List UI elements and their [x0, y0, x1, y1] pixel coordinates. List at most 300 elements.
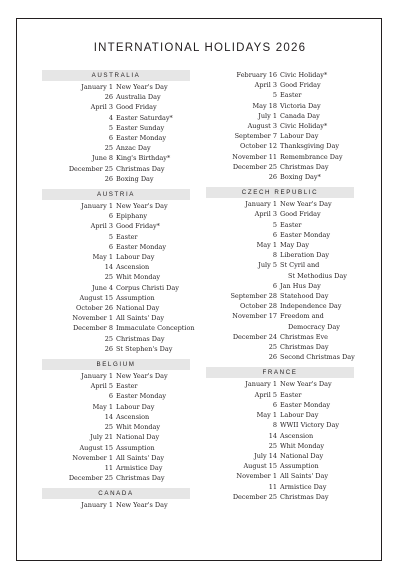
holiday-date: December 24: [232, 332, 277, 341]
holiday-name-text: Easter Monday: [116, 134, 167, 143]
holiday-name-text: National Day: [116, 433, 160, 442]
holiday-date: 25: [268, 343, 277, 352]
holiday-name-text: Whit Monday: [280, 441, 325, 450]
holiday-name: [116, 262, 190, 272]
holiday-row: [206, 441, 354, 451]
holiday-name: [116, 232, 190, 242]
holiday-row: [206, 451, 354, 461]
holiday-date: July 1: [258, 111, 277, 120]
holiday-name-text: Good Friday*: [116, 222, 160, 231]
country-section: [206, 187, 354, 362]
holiday-name: [280, 482, 354, 492]
holiday-name: [116, 391, 190, 401]
holiday-row: [206, 420, 354, 430]
holiday-name: [116, 164, 190, 174]
holiday-row: [42, 102, 190, 112]
holiday-name: [280, 461, 354, 471]
holiday-name-text: All Saints' Day: [280, 472, 329, 481]
holiday-row: [42, 143, 190, 153]
holiday-name: [280, 332, 354, 342]
holiday-date: May 1: [92, 402, 113, 411]
holiday-date: 6: [272, 281, 277, 290]
holiday-name: [280, 281, 354, 291]
holiday-date: 25: [268, 441, 277, 450]
holiday-name-text: Boxing Day*: [280, 173, 321, 182]
holiday-name-text: Victoria Day: [280, 101, 321, 110]
holiday-row: [42, 113, 190, 123]
holiday-name-text: Labour Day: [116, 253, 155, 262]
holiday-row: [42, 164, 190, 174]
holiday-name: [116, 221, 190, 231]
holiday-name: [280, 131, 354, 141]
country-header: FRANCE: [206, 367, 354, 378]
holiday-name: [280, 390, 354, 400]
holiday-name-text: Christmas Day: [116, 334, 165, 343]
holiday-name-text: Immaculate Conception: [116, 324, 195, 333]
holiday-date: January 1: [245, 380, 277, 389]
country-header: AUSTRALIA: [42, 70, 190, 81]
holiday-name: [280, 431, 354, 441]
holiday-date: January 1: [81, 501, 113, 510]
holiday-name-text: Easter Monday: [116, 242, 167, 251]
holiday-date: 14: [104, 412, 113, 421]
holiday-name: [280, 152, 354, 162]
holiday-name-text: Good Friday: [116, 103, 157, 112]
country-section: [206, 367, 354, 501]
holiday-row: [206, 379, 354, 389]
holiday-name: [116, 174, 190, 184]
holiday-row: [42, 500, 190, 510]
holiday-date: January 1: [81, 372, 113, 381]
holiday-name-text: Assumption: [116, 293, 155, 302]
holiday-row: [206, 260, 354, 280]
holiday-name-text: All Saints' Day: [116, 453, 165, 462]
holiday-name: [116, 463, 190, 473]
country-header: BELGIUM: [42, 359, 190, 370]
holiday-name: [280, 70, 354, 80]
holiday-name: [280, 209, 354, 219]
holiday-name: [280, 400, 354, 410]
holiday-row: [42, 232, 190, 242]
holiday-name-text: Jan Hus Day: [280, 281, 321, 290]
holiday-name: [116, 293, 190, 303]
holiday-name-text: Ascension: [116, 412, 150, 421]
holiday-row: [42, 221, 190, 231]
holiday-row: [42, 334, 190, 344]
country-section: [42, 189, 195, 354]
holiday-date: December 25: [232, 492, 277, 501]
holiday-name-text: Remembrance Day: [280, 152, 343, 161]
holiday-name-text: Easter Monday: [280, 400, 331, 409]
holiday-date: 25: [104, 273, 113, 282]
holiday-row: [42, 201, 190, 211]
holiday-name-text: Easter: [116, 382, 138, 391]
holiday-name-text: WWII Victory Day: [280, 421, 339, 430]
holiday-name-text: New Year's Day: [116, 202, 168, 211]
country-section: [42, 359, 190, 483]
holiday-row: [206, 141, 354, 151]
holiday-date: May 1: [92, 253, 113, 262]
holiday-row: [42, 283, 190, 293]
holiday-date: June 8: [91, 154, 113, 163]
holiday-name: [116, 272, 190, 282]
holiday-row: [206, 131, 354, 141]
holiday-row: [206, 220, 354, 230]
holiday-date: September 28: [230, 292, 277, 301]
holiday-row: [206, 90, 354, 100]
holiday-row: [42, 174, 190, 184]
holiday-name: [116, 102, 190, 112]
holiday-date: 14: [268, 431, 277, 440]
holiday-name-text: Easter: [280, 390, 302, 399]
holiday-date: August 15: [79, 293, 113, 302]
holiday-name: [116, 242, 190, 252]
holiday-date: December 8: [72, 324, 113, 333]
holiday-date: 6: [108, 242, 113, 251]
holiday-name: [280, 250, 354, 260]
holiday-name: [116, 211, 190, 221]
holiday-name-text: National Day: [116, 304, 160, 313]
holiday-row: [42, 211, 190, 221]
holiday-name-text: Statehood Day: [280, 292, 329, 301]
holiday-name: [116, 422, 190, 432]
right-column: [206, 70, 354, 507]
holiday-date: October 12: [240, 142, 277, 151]
holiday-name-text: Easter Monday: [280, 230, 331, 239]
holiday-row: [206, 352, 354, 362]
holiday-name: [280, 471, 354, 481]
holiday-row: [42, 133, 190, 143]
holiday-name: [280, 352, 355, 362]
holiday-name-text: Canada Day: [280, 111, 320, 120]
holiday-name-text: Good Friday: [280, 81, 321, 90]
holiday-row: [42, 371, 190, 381]
holiday-name-text: Whit Monday: [116, 423, 161, 432]
holiday-name: [116, 92, 190, 102]
holiday-name-text: Assumption: [280, 462, 319, 471]
holiday-row: [206, 390, 354, 400]
holiday-name: [116, 153, 190, 163]
holiday-date: 26: [268, 353, 277, 362]
holiday-name: [116, 344, 190, 354]
holiday-date: 6: [108, 134, 113, 143]
holiday-name-text: Second Christmas Day: [280, 353, 355, 362]
holiday-row: [42, 402, 190, 412]
holiday-name: [280, 230, 354, 240]
holiday-name: [116, 313, 190, 323]
holiday-name: [280, 451, 354, 461]
holiday-name: [280, 101, 354, 111]
holiday-name: [280, 90, 354, 100]
holiday-name-text: New Year's Day: [280, 380, 332, 389]
country-section: [42, 488, 190, 510]
holiday-date: April 5: [90, 382, 113, 391]
holiday-date: November 1: [236, 472, 277, 481]
holiday-name: [280, 311, 354, 331]
holiday-row: [42, 391, 190, 401]
holiday-date: April 3: [90, 222, 113, 231]
holiday-row: [42, 262, 190, 272]
holiday-name-text: Christmas Eve: [280, 332, 328, 341]
holiday-name-text: All Saints' Day: [116, 314, 165, 323]
holiday-name-text: Christmas Day: [280, 492, 329, 501]
holiday-date: April 3: [90, 103, 113, 112]
holiday-name: [116, 402, 190, 412]
holiday-date: August 15: [243, 462, 277, 471]
holiday-name-text: May Day: [280, 241, 310, 250]
holiday-row: [42, 252, 190, 262]
holiday-date: 11: [268, 482, 277, 491]
holiday-row: [206, 400, 354, 410]
holiday-row: [206, 199, 354, 209]
holiday-name-text: Good Friday: [280, 210, 321, 219]
holiday-name: [116, 283, 190, 293]
holiday-name-text: Labour Day: [280, 411, 319, 420]
holiday-row: [206, 250, 354, 260]
holiday-name: [116, 252, 190, 262]
holiday-date: 6: [108, 212, 113, 221]
holiday-name-text: Easter Monday: [116, 392, 167, 401]
holiday-name-text: New Year's Day: [280, 200, 332, 209]
holiday-date: October 28: [240, 302, 277, 311]
holiday-date: November 17: [232, 312, 277, 321]
holiday-date: August 15: [79, 443, 113, 452]
holiday-name: [116, 113, 190, 123]
holiday-name-text: Freedom and: [280, 312, 324, 321]
country-header: AUSTRIA: [42, 189, 190, 200]
holiday-row: [42, 242, 190, 252]
holiday-date: 8: [272, 251, 277, 260]
holiday-row: [206, 111, 354, 121]
holiday-date: October 26: [76, 304, 113, 313]
holiday-name: [116, 473, 190, 483]
holiday-date: 5: [272, 91, 277, 100]
holiday-name-text: Armistice Day: [116, 463, 163, 472]
holiday-row: [42, 381, 190, 391]
holiday-row: [42, 344, 190, 354]
holiday-date: April 5: [254, 390, 277, 399]
holiday-date: January 1: [245, 200, 277, 209]
holiday-name-text: Corpus Christi Day: [116, 283, 179, 292]
holiday-row: [206, 80, 354, 90]
holiday-row: [206, 311, 354, 331]
holiday-date: 25: [104, 423, 113, 432]
holiday-row: [206, 301, 354, 311]
holiday-name-text: St Stephen's Day: [116, 344, 173, 353]
holiday-date: January 1: [81, 83, 113, 91]
holiday-row: [42, 303, 190, 313]
page-title: INTERNATIONAL HOLIDAYS 2026: [93, 42, 307, 54]
holiday-row: [206, 431, 354, 441]
holiday-date: 26: [104, 93, 113, 102]
holiday-date: January 1: [81, 202, 113, 211]
holiday-row: [206, 492, 354, 502]
holiday-name: [280, 291, 354, 301]
holiday-date: November 11: [232, 152, 277, 161]
holiday-name-text: Boxing Day: [116, 174, 154, 183]
holiday-name: [116, 371, 190, 381]
holiday-row: [42, 463, 190, 473]
holiday-name-text: King's Birthday*: [116, 154, 171, 163]
holiday-date: 26: [104, 344, 113, 353]
holiday-name: [280, 301, 354, 311]
holiday-name-text: Labour Day: [280, 132, 319, 141]
holiday-date: December 25: [232, 162, 277, 171]
holiday-row: [206, 332, 354, 342]
holiday-name-text: Civic Holiday*: [280, 122, 328, 131]
holiday-date: 4: [108, 113, 113, 122]
holiday-name: [280, 379, 354, 389]
holiday-name: [116, 201, 190, 211]
holiday-date: 26: [268, 173, 277, 182]
holiday-row: [42, 293, 190, 303]
holiday-name-text: Easter: [280, 220, 302, 229]
holiday-name: [116, 443, 190, 453]
holiday-name: [280, 492, 354, 502]
holiday-date: April 3: [254, 81, 277, 90]
holiday-name: [116, 334, 190, 344]
holiday-date: February 16: [236, 71, 277, 79]
holiday-date: December 25: [68, 164, 113, 173]
holiday-row: [206, 121, 354, 131]
holiday-row: [42, 443, 190, 453]
holiday-row: [206, 70, 354, 80]
holiday-date: 8: [272, 421, 277, 430]
holiday-name-text: Anzac Day: [116, 144, 151, 153]
holiday-date: 5: [272, 220, 277, 229]
holiday-row: [206, 101, 354, 111]
holiday-name-text: New Year's Day: [116, 372, 168, 381]
holiday-name: [116, 82, 190, 92]
holiday-name: [116, 381, 190, 391]
holiday-row: [206, 281, 354, 291]
holiday-row: [206, 172, 354, 182]
holiday-date: May 1: [256, 411, 277, 420]
holiday-name-text: New Year's Day: [116, 501, 168, 510]
holiday-name-text: Ascension: [280, 431, 314, 440]
holiday-name: [280, 420, 354, 430]
holiday-name-text: Easter Sunday: [116, 123, 165, 132]
country-header: CZECH REPUBLIC: [206, 187, 354, 198]
holiday-name-text: Christmas Day: [116, 474, 165, 483]
holiday-name: [116, 412, 190, 422]
holiday-name-text: Easter: [116, 232, 138, 241]
holiday-date: April 3: [254, 210, 277, 219]
holiday-name-text: Christmas Day: [280, 343, 329, 352]
holiday-row: [42, 453, 190, 463]
holiday-name: [280, 441, 354, 451]
holiday-name: [280, 121, 354, 131]
holiday-name-text: Labour Day: [116, 402, 155, 411]
holiday-name-text: St Cyril and: [280, 261, 320, 270]
holiday-name-continued: St Methodius Day: [288, 271, 347, 280]
holiday-row: [42, 272, 190, 282]
holiday-date: November 1: [72, 453, 113, 462]
holiday-name-text: Assumption: [116, 443, 155, 452]
holiday-name: [116, 453, 190, 463]
holiday-row: [206, 410, 354, 420]
holiday-name-text: New Year's Day: [116, 83, 168, 91]
left-column: [42, 70, 195, 516]
holiday-row: [206, 162, 354, 172]
holiday-date: 25: [104, 334, 113, 343]
holiday-name: [280, 342, 354, 352]
country-section: [206, 70, 354, 182]
holiday-row: [42, 92, 190, 102]
holiday-name: [280, 80, 354, 90]
holiday-name: [116, 500, 190, 510]
holiday-row: [206, 152, 354, 162]
holiday-date: 14: [104, 263, 113, 272]
holiday-name: [280, 141, 354, 151]
holiday-name: [280, 410, 354, 420]
holiday-row: [206, 471, 354, 481]
holiday-row: [206, 342, 354, 352]
holiday-name-text: Christmas Day: [280, 162, 329, 171]
holiday-name-text: Civic Holiday*: [280, 71, 328, 79]
holiday-name: [116, 432, 190, 442]
holiday-row: [42, 432, 190, 442]
holiday-name: [280, 111, 354, 121]
holiday-name-text: Armistice Day: [280, 482, 327, 491]
holiday-row: [206, 461, 354, 471]
holiday-date: June 4: [91, 283, 113, 292]
holiday-name: [116, 133, 190, 143]
holiday-row: [206, 230, 354, 240]
holiday-date: 5: [108, 123, 113, 132]
holiday-date: December 25: [68, 474, 113, 483]
holiday-row: [206, 240, 354, 250]
holiday-row: [42, 323, 195, 333]
holiday-name-text: Easter Saturday*: [116, 113, 173, 122]
holiday-date: May 18: [252, 101, 277, 110]
holiday-name-text: Thanksgiving Day: [280, 142, 340, 151]
holiday-name: [280, 220, 354, 230]
holiday-row: [42, 153, 190, 163]
holiday-row: [206, 291, 354, 301]
holiday-row: [206, 209, 354, 219]
holiday-row: [42, 412, 190, 422]
holiday-name-text: Whit Monday: [116, 273, 161, 282]
holiday-date: July 5: [258, 261, 277, 270]
holiday-name-text: Easter: [280, 91, 302, 100]
holiday-name: [280, 172, 354, 182]
holiday-name-continued: Democracy Day: [288, 322, 340, 331]
holiday-row: [42, 313, 190, 323]
holiday-date: 11: [104, 463, 113, 472]
holiday-date: 6: [108, 392, 113, 401]
holiday-name-text: Ascension: [116, 263, 150, 272]
holiday-name: [280, 240, 354, 250]
holiday-name-text: Christmas Day: [116, 164, 165, 173]
holiday-date: 6: [272, 230, 277, 239]
holiday-date: 26: [104, 174, 113, 183]
holiday-name-text: Independence Day: [280, 302, 342, 311]
holiday-date: November 1: [72, 314, 113, 323]
holiday-name: [280, 199, 354, 209]
holiday-date: 25: [104, 144, 113, 153]
holiday-name: [280, 162, 354, 172]
holiday-row: [42, 422, 190, 432]
holiday-name: [280, 260, 354, 280]
holiday-name-text: Australia Day: [116, 93, 161, 102]
country-header: CANADA: [42, 488, 190, 499]
holiday-date: September 7: [234, 132, 277, 141]
holiday-row: [42, 473, 190, 483]
holiday-date: July 14: [254, 451, 277, 460]
holiday-row: [42, 123, 190, 133]
country-section: [42, 70, 190, 184]
